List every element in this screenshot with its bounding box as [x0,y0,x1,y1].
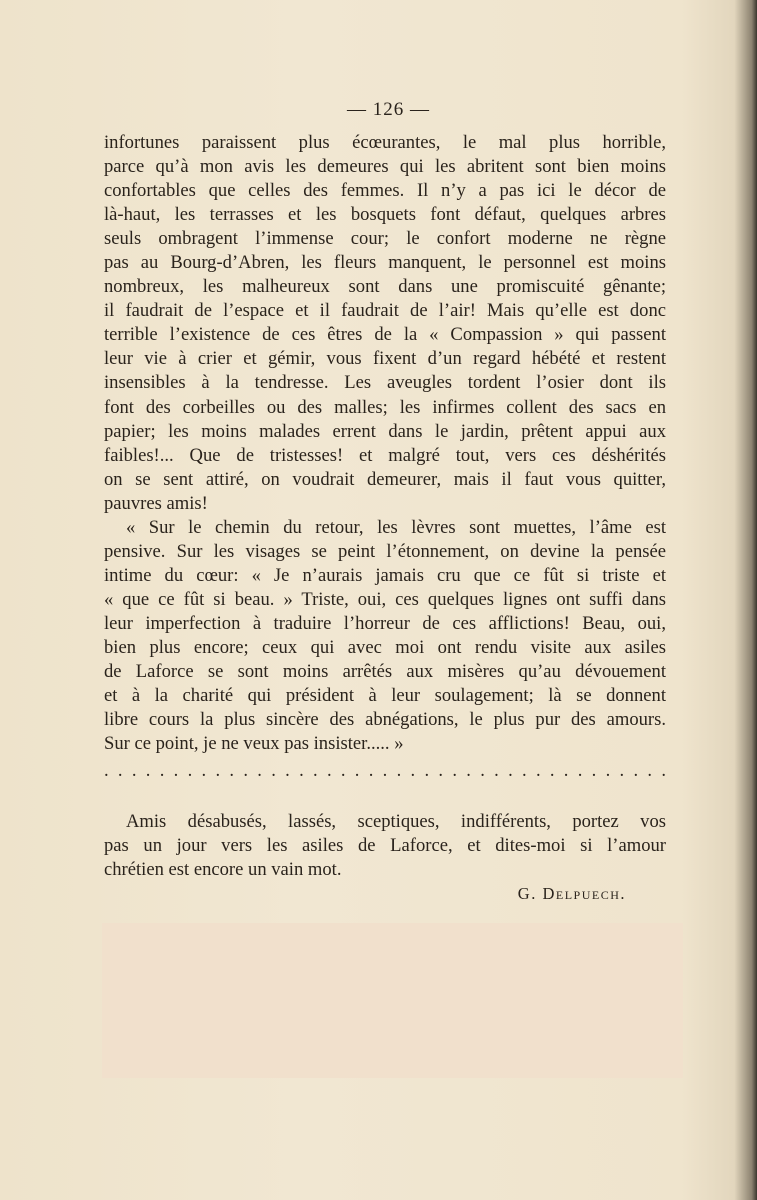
text-line: libre cours la plus sincère des abnégations, le plus pur des amours. [104,709,666,731]
signature-initial: G. [517,884,537,904]
text-line: et à la charité qui président à leur soulagement; là se donnent [104,685,666,707]
text-line: insensibles à la tendresse. Les aveugles tordent l’osier dont ils [104,372,666,394]
text-line: intime du cœur: « Je n’aurais jamais cru que ce fût si triste et [104,564,666,586]
spacer [104,783,666,810]
paragraph-1 [104,131,666,516]
text-line: seuls ombragent l’immense cour; le confort moderne ne règne [104,228,666,250]
text-line: Amis désabusés, lassés, sceptiques, indifférents, portez vos [126,811,666,833]
text-line: terrible l’existence de ces êtres de la « Compassion » qui passent [104,324,666,346]
text-line: faibles!... Que de tristesses! et malgré tout, vers ces déshérités [104,444,666,466]
text-line: de Laforce se sont moins arrêtés aux misères qu’au dévouement [104,661,666,683]
text-line: pauvres amis! [104,492,208,514]
ellipsis-separator: . . . . . . . . . . . . . . . . . . . . . . . . . . . . . . . . . . . . . . . . . [104,760,666,782]
page-body [104,131,666,906]
text-line: « que ce fût si beau. » Triste, oui, ces quelques lignes ont suffi dans [104,588,666,610]
text-line: papier; les moins malades errent dans le jardin, prêtent appui aux [104,420,666,442]
text-line: confortables que celles des femmes. Il n’y a pas ici le décor de [104,180,666,202]
text-line: font des corbeilles ou des malles; les infirmes collent des sacs en [104,396,666,418]
paragraph-3 [104,810,666,882]
text-line: pas un jour vers les asiles de Laforce, et dites-moi si l’amour [104,835,666,857]
text-line: là-haut, les terrasses et les bosquets font défaut, quelques arbres [104,204,666,226]
author-signature [104,882,666,906]
paragraph-2 [104,516,666,756]
text-line: leur imperfection à traduire l’horreur de ces afflictions! Beau, oui, [104,612,666,634]
text-line: leur vie à crier et gémir, vous fixent d’un regard hébété et restent [104,348,666,370]
text-line: nombreux, les malheureux sont dans une promiscuité gênante; [104,276,666,298]
text-line: parce qu’à mon avis les demeures qui les abritent sont bien moins [104,156,666,178]
signature-name: Delpuech. [542,884,626,904]
text-line: « Sur le chemin du retour, les lèvres sont muettes, l’âme est [126,516,666,538]
text-line: il faudrait de l’espace et il faudrait de l’air! Mais qu’elle est donc [104,300,666,322]
text-line: pas au Bourg-d’Abren, les fleurs manquent, le personnel est moins [104,252,666,274]
text-line: bien plus encore; ceux qui avec moi ont rendu visite aux asiles [104,636,666,658]
text-line: pensive. Sur les visages se peint l’étonnement, on devine la pensée [104,540,666,562]
page-number: — 126 — [347,99,430,120]
text-line: Sur ce point, je ne veux pas insister..... » [104,733,404,755]
text-line: infortunes paraissent plus écœurantes, le mal plus horrible, [104,132,666,153]
text-line: chrétien est encore un vain mot. [104,859,342,881]
blank-paper-region [102,923,683,1078]
text-line: on se sent attiré, on voudrait demeurer, mais il faut vous quitter, [104,468,666,490]
